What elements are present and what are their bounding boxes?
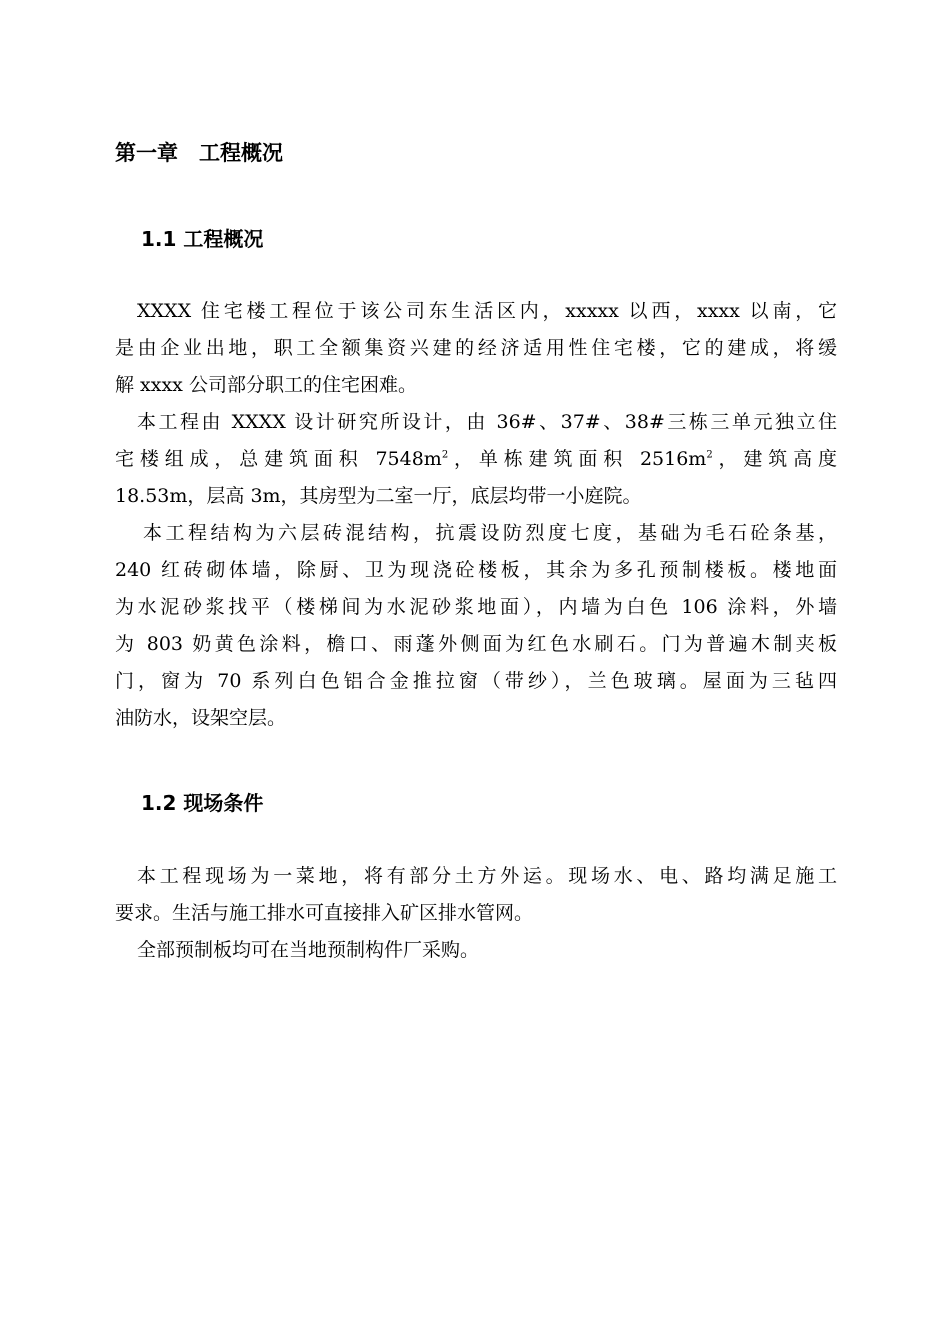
- paragraph-structure: [115, 515, 837, 737]
- text-line: 本工程结构为六层砖混结构，抗震设防烈度七度，基础为毛石砼条基，: [143, 522, 837, 544]
- section-title-1-1: 1.1 工程概况: [141, 227, 264, 251]
- paragraph-location: [115, 293, 837, 404]
- text-line-with-area: [115, 441, 837, 478]
- text-line: 240 红砖砌体墙，除厨、卫为现浇砼楼板，其余为多孔预制楼板。楼地面: [115, 559, 837, 581]
- text-line: 全部预制板均可在当地预制构件厂采购。: [137, 939, 480, 961]
- section-1-2-body: [115, 858, 837, 969]
- text-line: 18.53m，层高 3m，其房型为二室一厅，底层均带一小庭院。: [115, 485, 642, 507]
- text-segment: 宅楼组成，总建筑面积 7548m: [115, 448, 442, 470]
- paragraph-design: [115, 404, 837, 515]
- text-line: 是由企业出地，职工全额集资兴建的经济适用性住宅楼，它的建成，将缓: [115, 337, 837, 359]
- paragraph-site: [115, 858, 837, 932]
- superscript: 2: [706, 449, 713, 461]
- text-line: 要求。生活与施工排水可直接排入矿区排水管网。: [115, 902, 534, 924]
- superscript: 2: [441, 449, 449, 461]
- text-segment: ，建筑高度: [712, 448, 837, 470]
- text-segment: ，单栋建筑面积 2516m: [448, 448, 707, 470]
- text-line: 为 803 奶黄色涂料，檐口、雨蓬外侧面为红色水刷石。门为普遍木制夹板: [115, 633, 837, 655]
- text-line: 门，窗为 70 系列白色铝合金推拉窗（带纱），兰色玻璃。屋面为三毡四: [115, 670, 837, 692]
- text-line: XXXX 住宅楼工程位于该公司东生活区内，xxxxx 以西，xxxx 以南，它: [137, 300, 837, 322]
- paragraph-prefab: [115, 932, 837, 969]
- section-title-1-2: 1.2 现场条件: [141, 791, 264, 815]
- text-line: 本工程由 XXXX 设计研究所设计，由 36#、37#、38#三栋三单元独立住: [137, 411, 837, 433]
- text-line: 解 xxxx 公司部分职工的住宅困难。: [115, 374, 417, 396]
- chapter-title: 第一章 工程概况: [115, 141, 283, 165]
- section-1-1-body: [115, 293, 837, 737]
- text-line: 本工程现场为一菜地，将有部分土方外运。现场水、电、路均满足施工: [137, 865, 837, 887]
- text-line: 油防水，设架空层。: [115, 707, 287, 729]
- text-line: 为水泥砂浆找平（楼梯间为水泥砂浆地面），内墙为白色 106 涂料，外墙: [115, 596, 837, 618]
